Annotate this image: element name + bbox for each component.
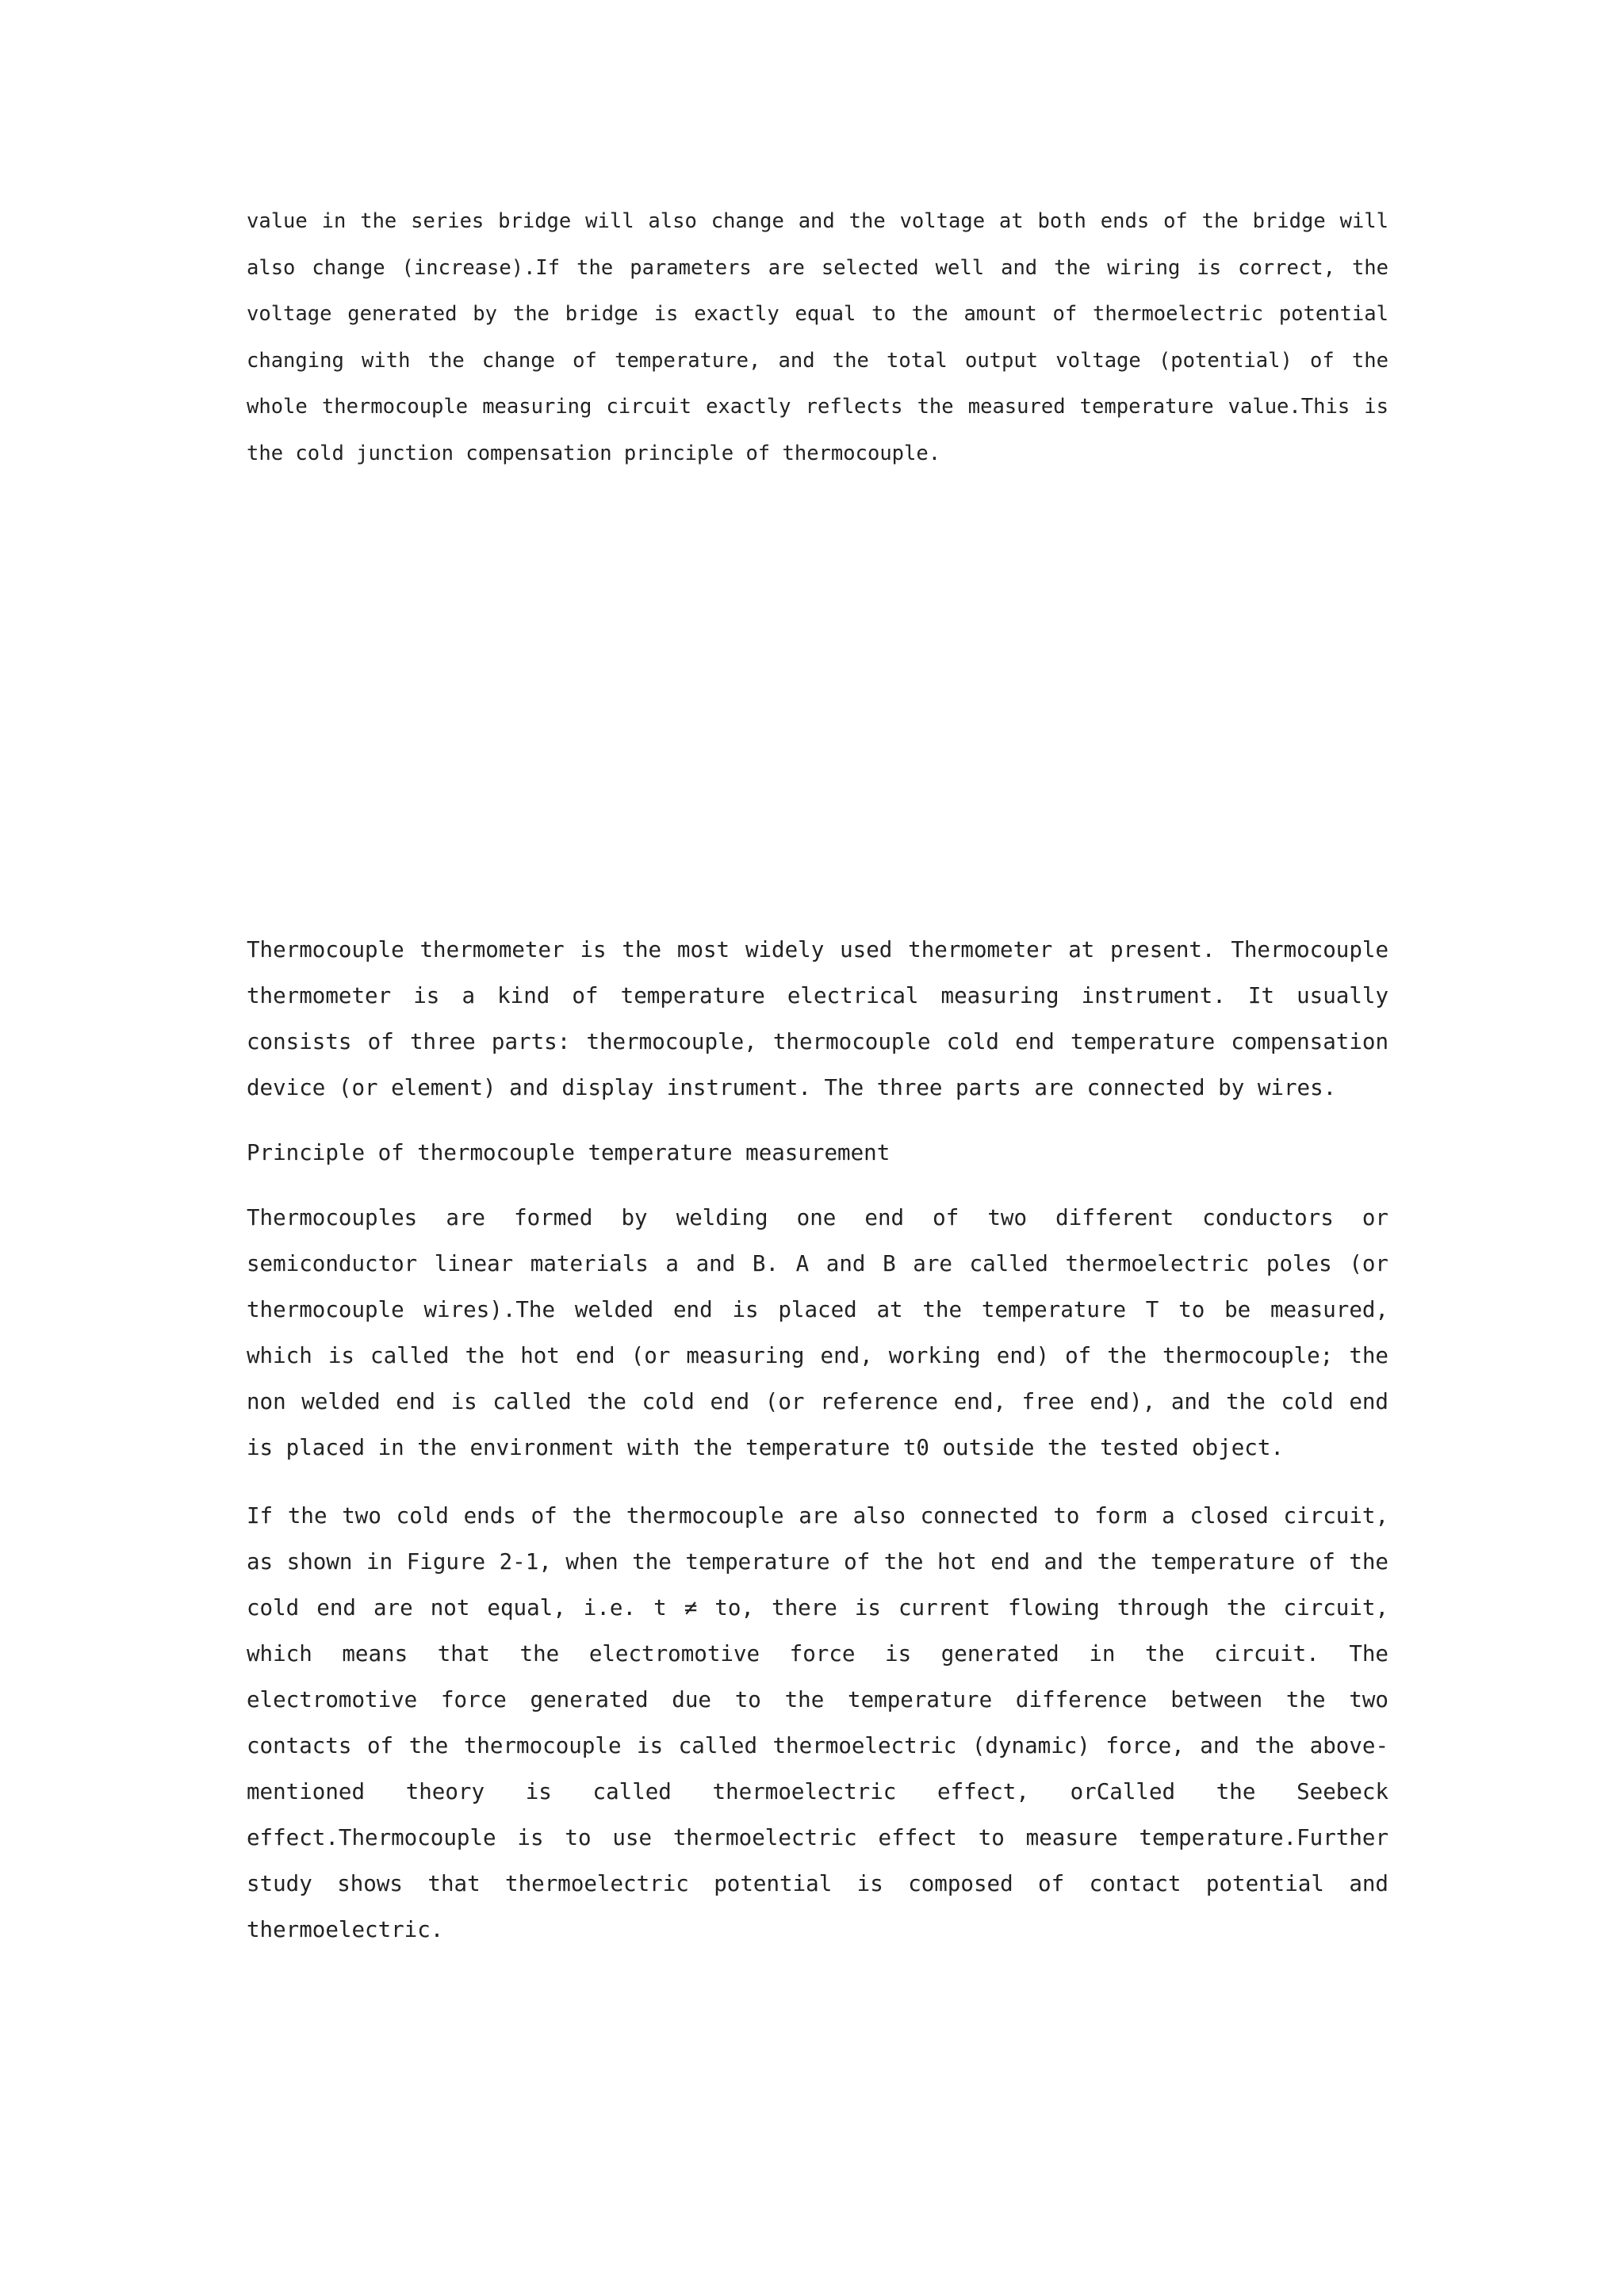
- cold-junction-compensation-paragraph: value in the series bridge will also change and the voltage at both ends of the bridge will also change (increase).If the parameters are selected well and the wiring is correct, the voltage generated by the bridge is exactly equal to the amount of thermoelectric potential changing with the change of temperature, and the total output voltage (potential) of the whole thermocouple measuring circuit exactly reflects the measured temperature value.This is the cold junction compensation principle of thermocouple.: [247, 209, 1388, 465]
- top-text-block: [247, 198, 1388, 476]
- main-text-block: [247, 927, 1388, 1953]
- thermocouple-formation-paragraph: Thermocouples are formed by welding one end of two different conductors or semiconductor linear materials a and B. A and B are called thermoelectric poles (or thermocouple wires).The welded end is placed at the temperature T to be measured, which is called the hot end (or measuring end, working end) of the thermocouple; the non welded end is called the cold end (or reference end, free end), and the cold end is placed in the environment with the temperature t0 outside the tested object.: [247, 1205, 1388, 1460]
- intro-paragraph: Thermocouple thermometer is the most widely used thermometer at present. Thermocouple thermometer is a kind of temperature electrical measuring instrument. It usually consists of three parts: thermocouple, thermocouple cold end temperature compensation device (or element) and display instrument. The three parts are connected by wires.: [247, 937, 1388, 1100]
- section-heading: Principle of thermocouple temperature measurement: [247, 1140, 891, 1165]
- closed-circuit-paragraph: If the two cold ends of the thermocouple are also connected to form a closed circuit, as shown in Figure 2-1, when the temperature of the hot end and the temperature of the cold end are not equal, i.e. t ≠ to, there is current flowing through the circuit, which means that the electromotive force is generated in the circuit. The electromotive force generated due to the temperature difference between the two contacts of the thermocouple is called thermoelectric (dynamic) force, and the above-mentioned theory is called thermoelectric effect, orCalled the Seebeck effect.Thermocouple is to use thermoelectric effect to measure temperature.Further study shows that thermoelectric potential is composed of contact potential and thermoelectric.: [247, 1503, 1388, 1942]
